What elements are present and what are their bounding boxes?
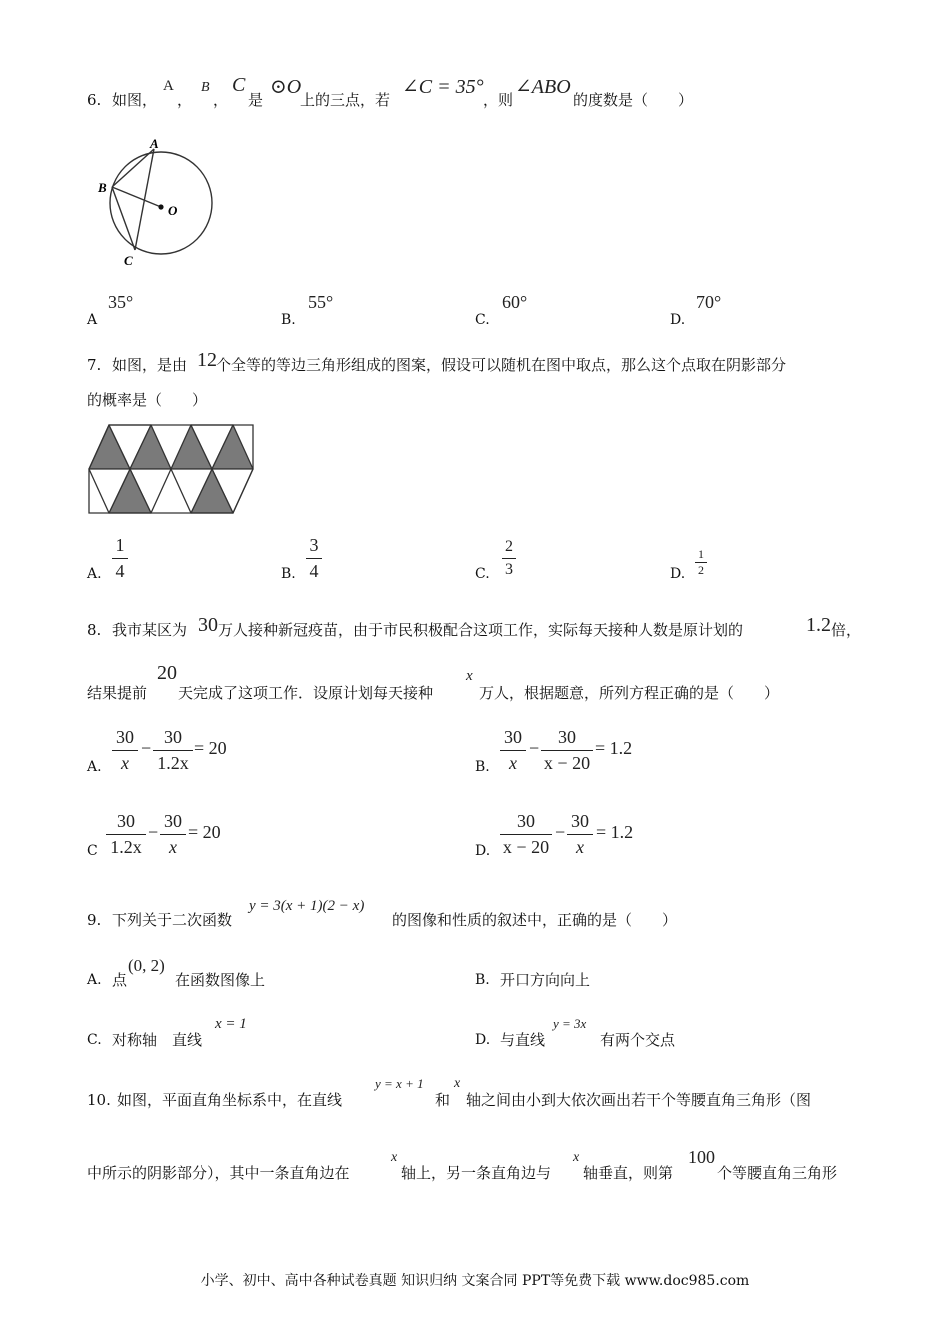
q6-option-a-value: 35° — [108, 292, 134, 312]
q10-line2-text-4: 个等腰直角三角形 — [717, 1164, 838, 1182]
q6-radius-bo — [112, 187, 161, 207]
q7-option-c-num: 2 — [505, 538, 513, 555]
q8-option-d-minus: − — [555, 822, 566, 842]
q10-var-x-2: x — [391, 1150, 398, 1165]
q8-option-d-frac-1 — [500, 811, 552, 858]
q8-line2-text-1: 结果提前 — [87, 684, 148, 702]
q8-option-b-frac-2 — [541, 727, 593, 774]
q9-text-1: 下列关于二次函数 — [112, 911, 233, 929]
q9-option-b-label: B. — [475, 972, 490, 988]
q6-option-b-value: 55° — [308, 292, 334, 312]
q8-option-a-frac-2 — [153, 727, 193, 774]
q10-var-x-1: x — [454, 1076, 461, 1091]
q9-option-c-label: C. — [87, 1032, 102, 1048]
frac-num: 30 — [164, 727, 182, 747]
q6-fig-label-o: O — [168, 203, 178, 218]
q9-option-d-eq: y = 3x — [553, 1016, 587, 1031]
q8-number-1-2: 1.2 — [806, 614, 831, 636]
q6-option-b-label: B. — [281, 312, 296, 328]
q7-option-b-num: 3 — [309, 535, 319, 555]
q9-text-2: 的图像和性质的叙述中，正确的是（ ） — [392, 911, 678, 929]
q10-line2-text-3: 轴垂直，则第 — [583, 1164, 674, 1182]
frac-num: 30 — [117, 811, 135, 831]
q8-option-b-label: B. — [475, 759, 490, 775]
q10-text-3: 轴之间由小到大依次画出若干个等腰直角三角形（图 — [466, 1091, 812, 1109]
q7-option-d-label: D. — [670, 566, 686, 582]
q9-option-a-label: A. — [87, 972, 102, 988]
q8-option-c-frac-1 — [106, 811, 146, 858]
q6-fig-label-b: B — [98, 180, 107, 195]
q6-option-d-label: D. — [670, 312, 686, 328]
frac-den: x − 20 — [502, 837, 550, 857]
frac-num: 30 — [571, 811, 589, 831]
q8-option-c-minus: − — [148, 822, 159, 842]
q6-fig-label-a: A — [150, 136, 159, 151]
q9-number: 9. — [87, 911, 102, 929]
q9-option-c-text: 对称轴 直线 — [112, 1031, 203, 1049]
q6-number: 6. — [87, 91, 102, 109]
q7-option-c-fraction — [502, 538, 516, 579]
frac-den: x — [576, 837, 584, 857]
q6-circle-o: ⊙O — [270, 76, 302, 98]
q8-option-b-frac-1 — [500, 727, 526, 774]
q7-text-2: 个全等的等边三角形组成的图案，假设可以随机在图中取点，那么这个点取在阴影部分 — [216, 356, 787, 374]
q6-comma-1: ， — [177, 91, 193, 109]
q6-angle-c: ∠C = 35° — [402, 76, 484, 98]
q7-text-line-2: 的概率是（ ） — [87, 391, 208, 409]
q9-option-c-eq: x = 1 — [215, 1016, 247, 1032]
q10-text-2: 和 — [435, 1091, 451, 1109]
q6-angle-abo: ∠ABO — [515, 76, 571, 98]
frac-den: x — [509, 753, 517, 773]
q7-number-12: 12 — [197, 349, 217, 371]
q8-option-c-frac-2 — [160, 811, 186, 858]
q10-number-100: 100 — [688, 1147, 715, 1167]
frac-num: 30 — [116, 727, 134, 747]
q8-option-b-rhs: = 1.2 — [595, 738, 633, 758]
frac-num: 30 — [558, 727, 576, 747]
q8-number-20: 20 — [157, 662, 177, 684]
q7-option-d-fraction — [695, 548, 707, 577]
q8-option-a-minus: − — [141, 738, 152, 758]
q6-circle — [110, 152, 212, 254]
q8-option-d-frac-2 — [567, 811, 593, 858]
q6-point-c: C — [232, 74, 246, 96]
frac-den: x − 20 — [543, 753, 591, 773]
page-footer: 小学、初中、高中各种试卷真题 知识归纳 文案合同 PPT等免费下载 www.doc985.com — [200, 1273, 750, 1289]
q7-option-a-den: 4 — [115, 561, 125, 581]
q10-line2-text-2: 轴上，另一条直角边与 — [401, 1164, 552, 1182]
q6-comma-2: ， — [213, 91, 229, 109]
q6-circle-figure — [88, 130, 228, 270]
q8-text-1: 我市某区为 — [112, 621, 188, 639]
frac-num: 30 — [517, 811, 535, 831]
q9-option-a-point: (0, 2) — [128, 956, 165, 975]
q8-option-d-rhs: = 1.2 — [596, 822, 634, 842]
q6-text-3: 上的三点，若 — [300, 91, 391, 109]
q8-option-b-minus: − — [529, 738, 540, 758]
q6-option-c-label: C. — [475, 312, 490, 328]
q6-center-dot — [158, 204, 163, 209]
q8-number: 8. — [87, 621, 102, 639]
q7-option-b-den: 4 — [309, 561, 319, 581]
q7-option-c-den: 3 — [505, 561, 513, 578]
q8-line2-text-2: 天完成了这项工作．设原计划每天接种 — [178, 684, 434, 702]
q6-text-1: 如图， — [112, 91, 158, 109]
q7-option-b-fraction — [306, 535, 322, 582]
q6-chord-bc — [112, 187, 135, 250]
q7-option-b-label: B. — [281, 566, 296, 582]
q7-option-a-fraction — [112, 535, 128, 582]
q6-option-c-value: 60° — [502, 292, 528, 312]
q8-option-a-frac-1 — [112, 727, 138, 774]
q10-var-x-3: x — [573, 1150, 580, 1165]
q10-number: 10. — [87, 1091, 111, 1109]
q10-line2-text-1: 中所示的阴影部分），其中一条直角边在 — [87, 1164, 350, 1182]
q8-option-c-label: C — [87, 843, 98, 859]
q7-triangle-figure — [86, 421, 256, 521]
q9-option-d-text-1: 与直线 — [500, 1031, 546, 1049]
q7-text-1: 如图，是由 — [112, 356, 188, 374]
q6-point-a: A — [163, 78, 174, 94]
q6-text-5: 的度数是（ ） — [573, 91, 694, 109]
q7-option-d-den: 2 — [698, 563, 704, 577]
q6-option-d-value: 70° — [696, 292, 722, 312]
q6-point-b: B — [201, 80, 210, 95]
q9-function: y = 3(x + 1)(2 − x) — [249, 898, 365, 914]
frac-den: 1.2x — [110, 837, 142, 857]
q7-option-c-label: C. — [475, 566, 490, 582]
q10-line-eq: y = x + 1 — [375, 1076, 424, 1091]
q9-option-d-label: D. — [475, 1032, 491, 1048]
q6-option-a-label: A — [87, 312, 98, 328]
q8-text-2: 万人接种新冠疫苗，由于市民积极配合这项工作，实际每天接种人数是原计划的 — [218, 621, 744, 639]
q7-option-a-label: A. — [87, 566, 102, 582]
frac-den: x — [121, 753, 129, 773]
frac-num: 30 — [504, 727, 522, 747]
q6-text-2: 是 — [248, 91, 264, 109]
q9-option-d-text-2: 有两个交点 — [600, 1031, 676, 1049]
q8-option-d-label: D. — [475, 843, 491, 859]
q6-fig-label-c: C — [124, 253, 133, 268]
q8-option-c-rhs: = 20 — [188, 822, 221, 842]
frac-den: 1.2x — [157, 753, 189, 773]
q8-number-30: 30 — [198, 614, 218, 636]
q8-var-x: x — [466, 668, 473, 684]
q9-option-b-text: 开口方向向上 — [500, 971, 591, 989]
q6-text-4: ，则 — [483, 91, 514, 109]
q8-text-3: 倍， — [831, 621, 862, 639]
q9-option-a-text-2: 在函数图像上 — [175, 971, 266, 989]
q8-line2-text-3: 万人，根据题意，所列方程正确的是（ ） — [479, 684, 780, 702]
frac-den: x — [169, 837, 177, 857]
q10-text-1: 如图，平面直角坐标系中，在直线 — [117, 1091, 343, 1109]
q7-number: 7. — [87, 356, 102, 374]
q7-option-d-num: 1 — [698, 547, 704, 561]
q8-option-a-rhs: = 20 — [194, 738, 227, 758]
q9-option-a-text-1: 点 — [112, 971, 128, 989]
q8-option-a-label: A. — [87, 759, 102, 775]
frac-num: 30 — [164, 811, 182, 831]
q7-option-a-num: 1 — [115, 535, 125, 555]
